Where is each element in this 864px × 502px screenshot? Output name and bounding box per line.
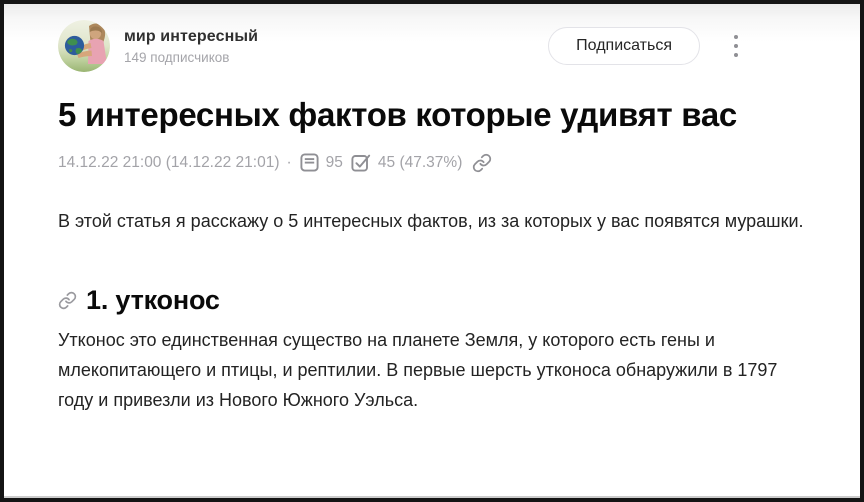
channel-header <box>58 20 808 72</box>
views-document-icon <box>299 152 320 173</box>
copy-link-icon[interactable] <box>472 153 492 173</box>
channel-info <box>124 28 258 65</box>
reads-checkbox-icon <box>350 152 372 173</box>
channel-avatar[interactable] <box>58 20 110 72</box>
section-paragraph: Утконос это единственная существо на планете Земля, у которого есть гены и млекопитающего и птицы, и рептилии. В первые шерсть утконоса обнаружили в 1797 году и привезли из Нового Южного Уэльса. <box>58 330 778 410</box>
girl-holding-earth-icon <box>58 20 110 72</box>
meta-separator: · <box>286 153 292 171</box>
kebab-menu-icon[interactable] <box>730 31 742 61</box>
bottom-divider <box>4 496 860 498</box>
views-count: 95 <box>325 153 343 171</box>
section-heading-row <box>58 285 808 316</box>
article-title: 5 интересных фактов которые удивят вас <box>58 96 737 133</box>
channel-name[interactable]: мир интересный <box>124 27 259 45</box>
subscribe-button[interactable]: Подписаться <box>548 27 700 65</box>
reads-count: 45 (47.37%) <box>377 153 463 171</box>
section-heading: 1. утконос <box>86 285 220 315</box>
heading-anchor-link-icon[interactable] <box>58 291 77 310</box>
intro-paragraph: В этой статья я расскажу о 5 интересных фактов, из за которых у вас появятся мурашки. <box>58 211 804 231</box>
article-meta <box>58 152 808 173</box>
publish-timestamp: 14.12.22 21:00 (14.12.22 21:01) <box>58 153 280 171</box>
subscriber-count: 149 подписчиков <box>124 49 230 65</box>
